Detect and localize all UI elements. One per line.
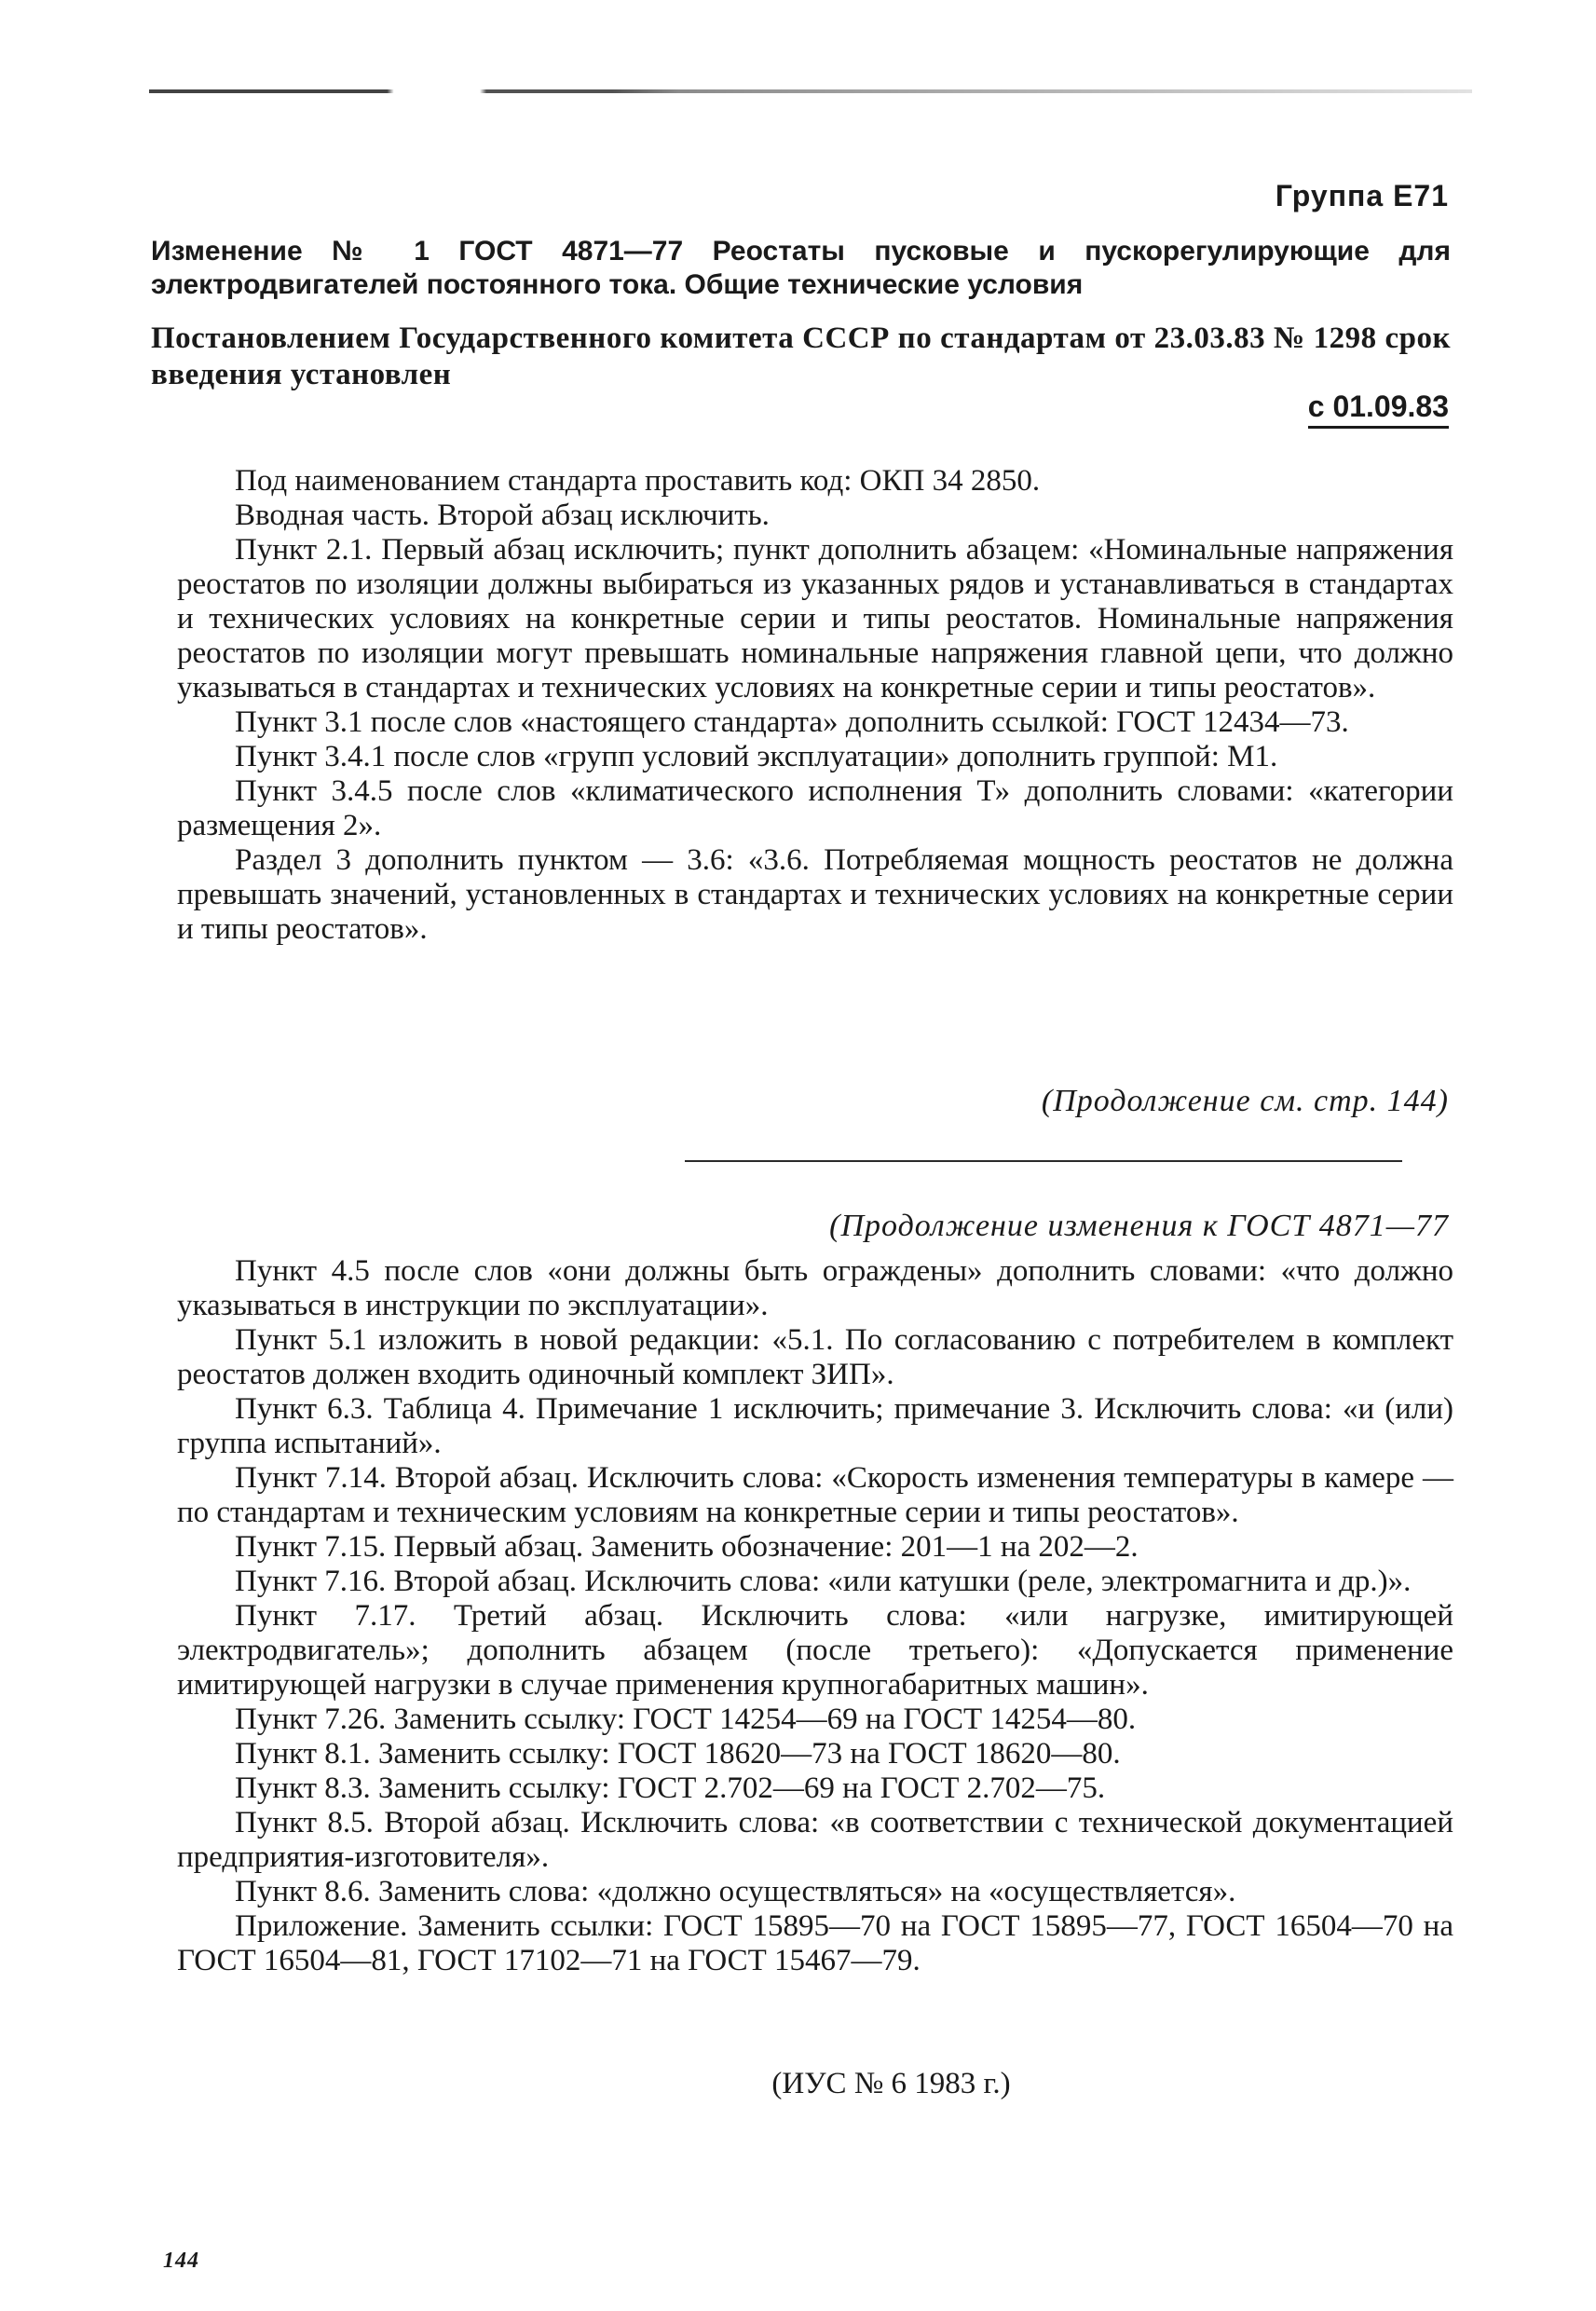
paragraph: Раздел 3 дополнить пунктом — 3.6: «3.6. Потребляемая мощность реостатов не должна превышать значений, установленных в стандартах и технических условиях на конкретные серии и типы реостатов».	[177, 843, 1453, 946]
paragraph: Пункт 3.1 после слов «настоящего стандарта» дополнить ссылкой: ГОСТ 12434—73.	[235, 705, 1349, 739]
paragraph: Приложение. Заменить ссылки: ГОСТ 15895—70 на ГОСТ 15895—77, ГОСТ 16504—70 на ГОСТ 16504—81, ГОСТ 17102—71 на ГОСТ 15467—79.	[177, 1909, 1453, 1977]
group-code: Группа Е71	[1275, 179, 1449, 212]
paragraph: Пункт 7.16. Второй абзац. Исключить слова: «или катушки (реле, электромагнита и др.)».	[235, 1565, 1412, 1598]
paragraph: Пункт 7.17. Третий абзац. Исключить слова: «или нагрузке, имитирующей электродвигатель»; дополнить абзацем (после третьего): «Допускается применение имитирующей нагрузки в случае применения крупногабаритных машин».	[177, 1599, 1453, 1702]
amendment-part-1	[177, 464, 1453, 947]
continuation-header: (Продолжение изменения к ГОСТ 4871—77	[829, 1209, 1449, 1243]
paragraph: Пункт 8.3. Заменить ссылку: ГОСТ 2.702—69 на ГОСТ 2.702—75.	[235, 1771, 1106, 1805]
effective-date: с 01.09.83	[1308, 390, 1449, 429]
amendment-part-2	[177, 1254, 1453, 1978]
paragraph: Пункт 3.4.5 после слов «климатического исполнения Т» дополнить словами: «категории размещения 2».	[177, 774, 1453, 842]
decree-text: Постановлением Государственного комитета СССР по стандартам от 23.03.83 № 1298 срок введения установлен	[151, 321, 1451, 391]
paragraph: Пункт 4.5 после слов «они должны быть ограждены» дополнить словами: «что должно указываться в инструкции по эксплуатации».	[177, 1254, 1453, 1322]
paragraph: Пункт 2.1. Первый абзац исключить; пункт дополнить абзацем: «Номинальные напряжения реостатов по изоляции должны выбираться из указанных рядов и устанавливаться в стандартах и технических условиях на конкретные серии и типы реостатов. Номинальные напряжения реостатов по изоляции могут превышать номинальные напряжения главной цепи, что должно указываться в стандартах и технических условиях на конкретные серии и типы реостатов».	[177, 533, 1453, 704]
scan-artifact-line	[149, 89, 1472, 93]
paragraph: Пункт 3.4.1 после слов «групп условий эксплуатации» дополнить группой: М1.	[235, 740, 1278, 773]
paragraph: Пункт 7.26. Заменить ссылку: ГОСТ 14254—69 на ГОСТ 14254—80.	[235, 1702, 1137, 1736]
continuation-note: (Продолжение см. стр. 144)	[1041, 1084, 1449, 1118]
paragraph: Вводная часть. Второй абзац исключить.	[235, 499, 770, 532]
paragraph: Под наименованием стандарта проставить код: ОКП 34 2850.	[235, 464, 1041, 498]
page-number: 144	[163, 2249, 199, 2273]
paragraph: Пункт 5.1 изложить в новой редакции: «5.1. По согласованию с потребителем в комплект реостатов должен входить одиночный комплект ЗИП».	[177, 1323, 1453, 1391]
divider-rule	[685, 1160, 1402, 1162]
document-title: Изменение № 1 ГОСТ 4871—77 Реостаты пусковые и пускорегулирующие для электродвигателей постоянного тока. Общие технические условия	[151, 236, 1451, 300]
paragraph: Пункт 8.1. Заменить ссылку: ГОСТ 18620—73 на ГОСТ 18620—80.	[235, 1737, 1121, 1771]
paragraph: Пункт 7.14. Второй абзац. Исключить слова: «Скорость изменения температуры в камере — по стандартам и техническим условиям на конкретные серии и типы реостатов».	[177, 1461, 1453, 1529]
paragraph: Пункт 6.3. Таблица 4. Примечание 1 исключить; примечание 3. Исключить слова: «и (или) группа испытаний».	[177, 1392, 1453, 1460]
source-reference: (ИУС № 6 1983 г.)	[771, 2067, 1011, 2100]
paragraph: Пункт 8.5. Второй абзац. Исключить слова: «в соответствии с технической документацией предприятия-изготовителя».	[177, 1806, 1453, 1874]
paragraph: Пункт 8.6. Заменить слова: «должно осуществляться» на «осуществляется».	[235, 1875, 1236, 1908]
paragraph: Пункт 7.15. Первый абзац. Заменить обозначение: 201—1 на 202—2.	[235, 1530, 1139, 1564]
